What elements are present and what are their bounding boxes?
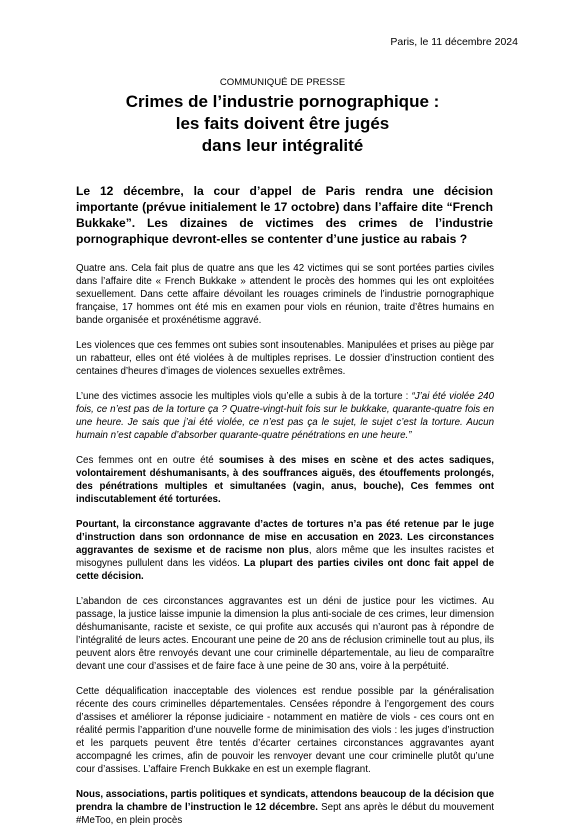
expectations-rest: Sept ans après le début du mouvement #MeToo, en plein procès: [76, 802, 494, 826]
release-date: Paris, le 11 décembre 2024: [390, 36, 518, 48]
body-text: [76, 262, 494, 838]
aggravating-context: , alors même que les insultes racistes et misogynes pullulent dans les vidéos.: [76, 545, 494, 569]
page-title: [0, 91, 565, 157]
paragraph-expectations: [76, 788, 494, 827]
paragraph-aggravating: [76, 518, 494, 583]
expectations-bold: Nous, associations, partis politiques et syndicats, attendons beaucoup de la décision que prendra la chambre de l’instruction le 12 décembre.: [76, 789, 494, 813]
torture-intro: Ces femmes ont en outre été: [76, 455, 219, 466]
title-line: Crimes de l’industrie pornographique :: [125, 92, 440, 111]
paragraph-violence: Les violences que ces femmes ont subies sont insoutenables. Manipulées et prises au piège par un rabatteur, elles ont été violées à de multiples reprises. Le dossier d’instruction contient des centaines d’heures d’images de violences sexuelles extrêmes.: [76, 340, 494, 377]
paragraph-context: Quatre ans. Cela fait plus de quatre ans que les 42 victimes qui se sont portées parties civiles dans l’affaire dite « French Bukkake » attendent le procès des hommes qui les ont exploitées sexuellement. Dans cette affaire dévoilant les rouages criminels de l’industrie pornographique française, 17 hommes ont été mis en examen pour viols en réunion, traite d’êtres humains en bande organisée et proxénétisme aggravé.: [76, 263, 494, 326]
title-line: dans leur intégralité: [201, 136, 364, 155]
paragraph-testimony: [76, 390, 494, 442]
appeal-statement: La plupart des parties civiles ont donc fait appel de cette décision.: [76, 558, 494, 582]
paragraph-departmental-courts: Cette déqualification inacceptable des violences est rendue possible par la généralisation récente des cours criminelles départementales. Censées répondre à l’engorgement des cours d’assises et améliorer la réponse judiciaire - notamment en matière de viols - ces cours ont en réalité permis l’apparition d’une nouvelle forme de minimisation des viols : les juges d’instruction et les parquets peuvent être tentés d’écarter certaines circonstances aggravantes ayant accompagné les crimes, afin de pouvoir les renvoyer devant une cour criminelle plutôt qu’une cour d’assises. L’affaire French Bukkake en est un exemple flagrant.: [76, 686, 494, 775]
paragraph-torture: [76, 454, 494, 506]
aggravating-not-retained: Pourtant, la circonstance aggravante d’actes de tortures n’a pas été retenue par le juge d’instruction dans son ordonnance de mise en accusation en 2023. Les circonstances aggravantes de sexisme et de racisme non plus: [76, 519, 494, 556]
paragraph-denial-of-justice: L’abandon de ces circonstances aggravantes est un déni de justice pour les victimes. Au passage, la justice laisse impunie la dimension la plus anti-sociale de ces crimes, leur dimension déshumanisante, raciste et sexiste, ce qui profite aux accusés qui n’auront pas à répondre de l’intégralité de leurs actes. Encourant une peine de 20 ans de réclusion criminelle tout au plus, ils peuvent alors être renvoyés devant une cour criminelle départementale, au lieu de comparaître devant une cour d’assises et de faire face à une peine de 30 ans, voire à la perpétuité.: [76, 596, 494, 672]
lead-paragraph: Le 12 décembre, la cour d’appel de Paris rendra une décision importante (prévue initialement le 17 octobre) dans l’affaire dite “French Bukkake”. Les dizaines de victimes des crimes de l’industrie pornographique devront-elles se contenter d’une justice au rabais ?: [76, 184, 493, 246]
title-line: les faits doivent être jugés: [175, 114, 390, 133]
victim-quote: “J’ai été violée 240 fois, ce n’est pas de la torture ça ? Quatre-vingt-huit fois sur le bukkake, quarante-quatre fois en une heure. Je sais que j’ai été violée, ce n’est pas ça le sujet, le sujet c’est la torture. Aucun humain n’est capable d’absorber quarante-quatre pénétrations en une heure.”: [76, 391, 494, 441]
torture-facts: soumises à des mises en scène et des actes sadiques, volontairement déshumanisants, à des souffrances aiguës, des étouffements prolongés, des pénétrations multiples et simultanées (vagin, anus, bouche), Ces femmes ont indiscutablement été torturées.: [76, 455, 494, 505]
document-kicker: COMMUNIQUÉ DE PRESSE: [219, 77, 346, 88]
testimony-intro: L’une des victimes associe les multiples viols qu’elle a subis à de la torture :: [76, 391, 412, 402]
